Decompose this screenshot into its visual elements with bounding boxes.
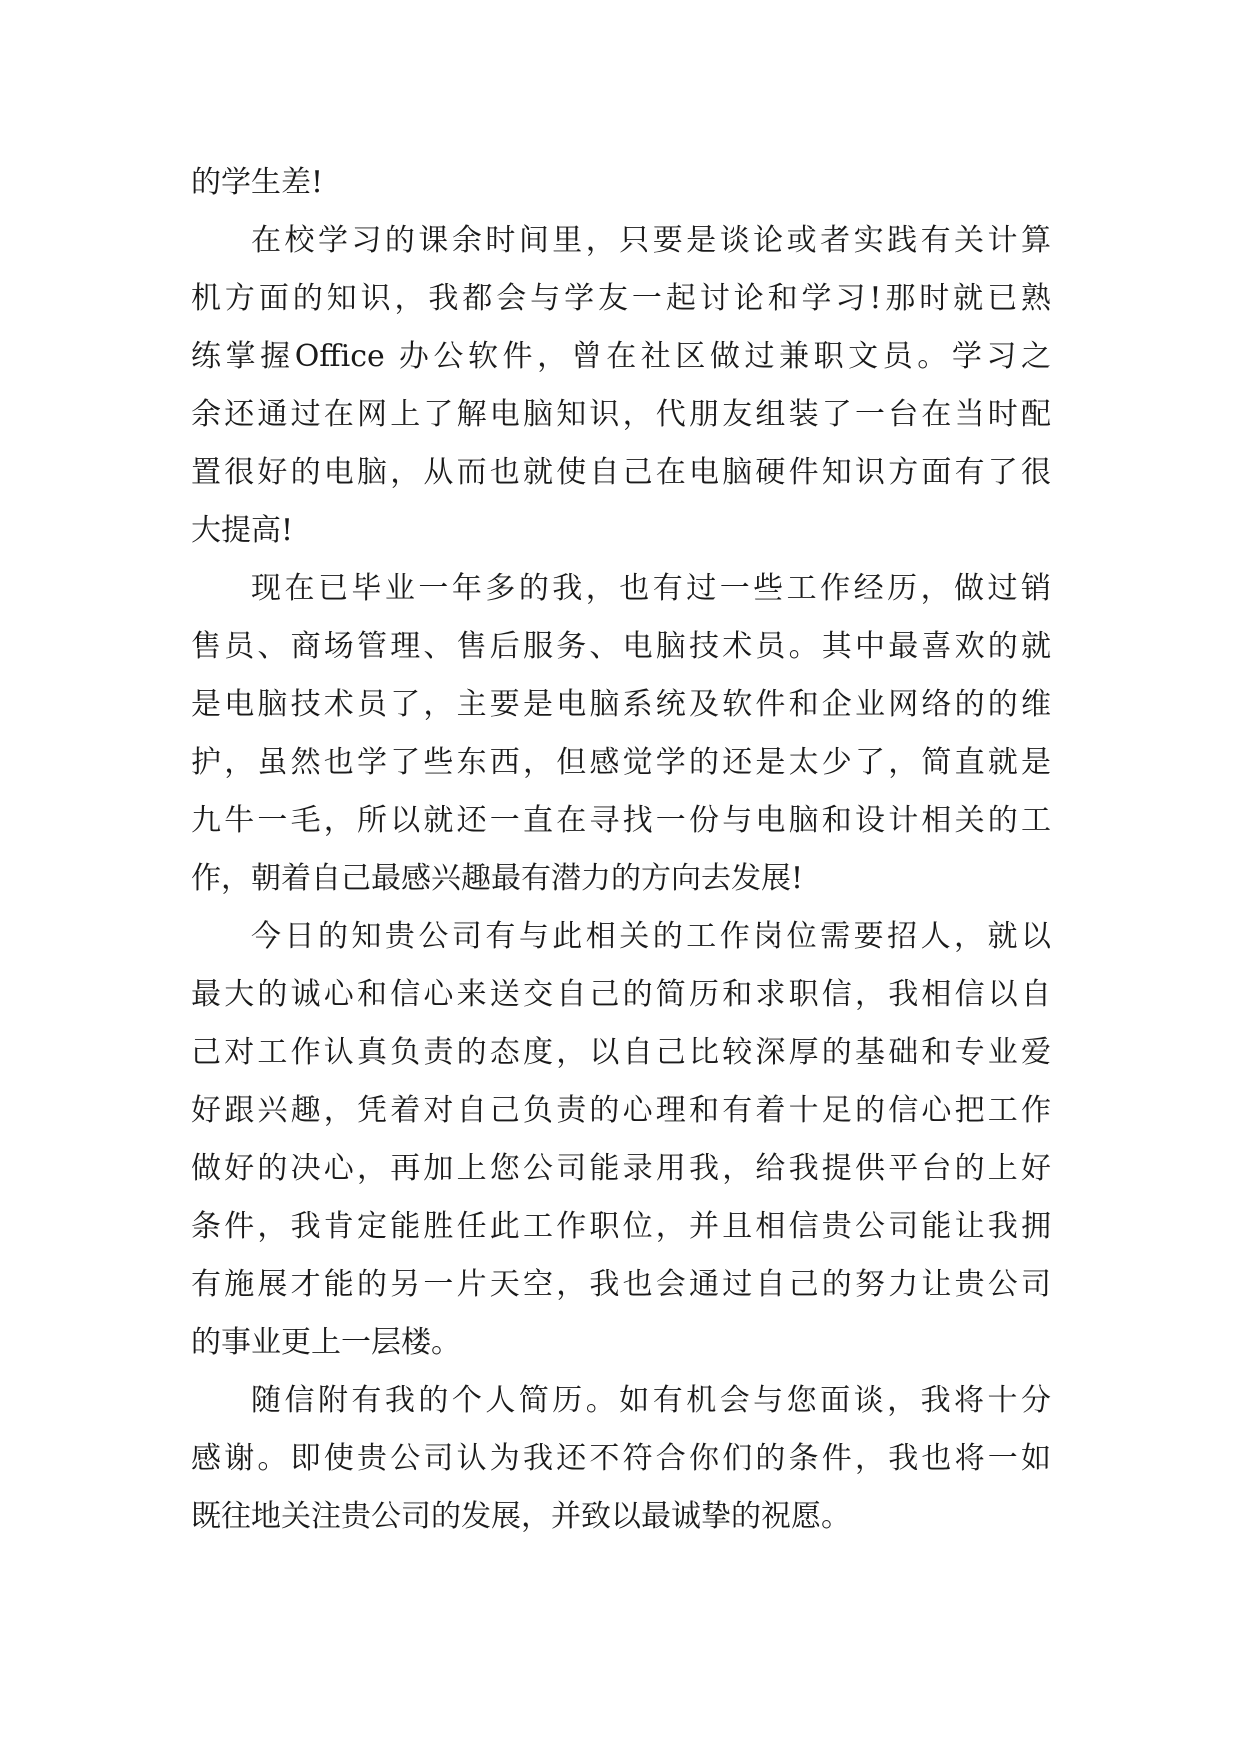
text-line: 现在已毕业一年多的我，也有过一些工作经历，做过销 [251, 571, 1051, 606]
text-line: 置很好的电脑，从而也就使自己在电脑硬件知识方面有了很 [191, 455, 1051, 490]
text-line: 的学生差! [191, 165, 324, 200]
paragraph [191, 560, 1051, 908]
text-line: 作，朝着自己最感兴趣最有潜力的方向去发展! [191, 861, 804, 896]
text-line: 护，虽然也学了些东西，但感觉学的还是太少了，简直就是 [191, 745, 1051, 780]
text-line: 在校学习的课余时间里，只要是谈论或者实践有关计算 [251, 223, 1051, 258]
paragraph [191, 154, 1051, 212]
text-line: 机方面的知识，我都会与学友一起讨论和学习!那时就已熟 [191, 281, 1051, 316]
text-line: 是电脑技术员了，主要是电脑系统及软件和企业网络的的维 [191, 687, 1051, 722]
text-line: 既往地关注贵公司的发展，并致以最诚挚的祝愿。 [191, 1499, 851, 1534]
text-line: 条件，我肯定能胜任此工作职位，并且相信贵公司能让我拥 [191, 1209, 1051, 1244]
text-line: 售员、商场管理、售后服务、电脑技术员。其中最喜欢的就 [191, 629, 1051, 664]
text-line: 有施展才能的另一片天空，我也会通过自己的努力让贵公司 [191, 1267, 1051, 1302]
text-line: 最大的诚心和信心来送交自己的简历和求职信，我相信以自 [191, 977, 1051, 1012]
text-line: 好跟兴趣，凭着对自己负责的心理和有着十足的信心把工作 [191, 1093, 1051, 1128]
text-line: 己对工作认真负责的态度，以自己比较深厚的基础和专业爱 [191, 1035, 1051, 1070]
paragraph [191, 908, 1051, 1372]
text-line: 今日的知贵公司有与此相关的工作岗位需要招人，就以 [251, 919, 1051, 954]
text-line: 练掌握Office 办公软件，曾在社区做过兼职文员。学习之 [191, 339, 1051, 374]
paragraph [191, 1372, 1051, 1546]
text-line: 做好的决心，再加上您公司能录用我，给我提供平台的上好 [191, 1151, 1051, 1186]
paragraph [191, 212, 1051, 560]
text-line: 余还通过在网上了解电脑知识，代朋友组装了一台在当时配 [191, 397, 1051, 432]
text-line: 大提高! [191, 513, 294, 548]
text-line: 感谢。即使贵公司认为我还不符合你们的条件，我也将一如 [191, 1441, 1051, 1476]
text-line: 随信附有我的个人简历。如有机会与您面谈，我将十分 [251, 1383, 1051, 1418]
text-line: 九牛一毛，所以就还一直在寻找一份与电脑和设计相关的工 [191, 803, 1051, 838]
text-line: 的事业更上一层楼。 [191, 1325, 461, 1360]
letter-body [191, 154, 1051, 1546]
